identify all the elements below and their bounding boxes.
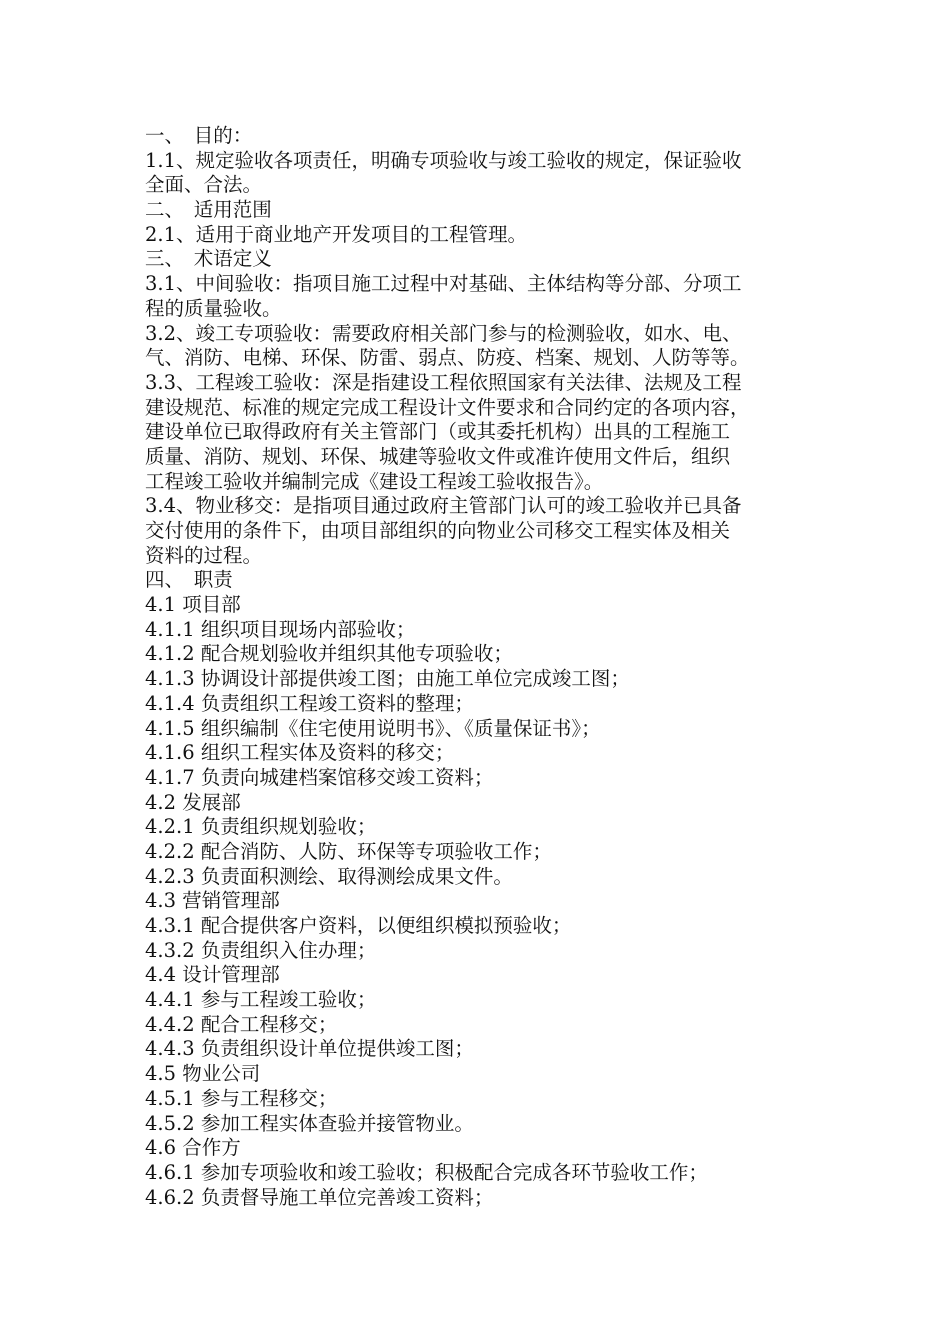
subheading-partners: 4.6 合作方 <box>145 1136 241 1160</box>
list-item: 4.1.1 组织项目现场内部验收； <box>145 617 416 641</box>
list-item: 4.4.1 参与工程竣工验收； <box>145 988 377 1012</box>
text-line: 2.1、适用于商业地产开发项目的工程管理。 <box>145 222 528 246</box>
list-item: 4.5.2 参加工程实体查验并接管物业。 <box>145 1111 474 1135</box>
list-item: 4.6.1 参加专项验收和竣工验收；积极配合完成各环节验收工作； <box>145 1160 708 1184</box>
text-line: 交付使用的条件下，由项目部组织的向物业公司移交工程实体及相关 <box>145 519 731 542</box>
list-item: 4.2.3 负责面积测绘、取得测绘成果文件。 <box>145 864 513 888</box>
text-line: 1.1、规定验收各项责任，明确专项验收与竣工验收的规定，保证验收 <box>145 148 742 172</box>
list-item: 4.2.1 负责组织规划验收； <box>145 815 377 839</box>
document-body <box>145 124 815 1210</box>
list-item: 4.1.5 组织编制《住宅使用说明书》、《质量保证书》； <box>145 716 601 740</box>
list-item: 4.5.1 参与工程移交； <box>145 1086 338 1110</box>
heading-terms: 三、 术语定义 <box>145 247 272 271</box>
subheading-property-company: 4.5 物业公司 <box>145 1062 261 1086</box>
subheading-development-dept: 4.2 发展部 <box>145 790 241 814</box>
list-item: 4.1.7 负责向城建档案馆移交竣工资料； <box>145 765 494 789</box>
heading-scope: 二、 适用范围 <box>145 198 272 222</box>
text-line: 3.1、中间验收：指项目施工过程中对基础、主体结构等分部、分项工 <box>145 272 742 296</box>
subheading-design-dept: 4.4 设计管理部 <box>145 963 280 987</box>
text-line: 建设单位已取得政府有关主管部门（或其委托机构）出具的工程施工 <box>145 420 731 444</box>
subheading-project-dept: 4.1 项目部 <box>145 593 241 617</box>
list-item: 4.3.2 负责组织入住办理； <box>145 938 377 962</box>
subheading-marketing-dept: 4.3 营销管理部 <box>145 889 280 913</box>
list-item: 4.3.1 配合提供客户资料，以便组织模拟预验收； <box>145 914 572 937</box>
text-line: 资料的过程。 <box>145 543 263 567</box>
list-item: 4.4.2 配合工程移交； <box>145 1012 338 1036</box>
text-line: 程的质量验收。 <box>145 296 282 320</box>
text-line: 3.3、工程竣工验收：深是指建设工程依照国家有关法律、法规及工程 <box>145 370 742 394</box>
list-item: 4.1.6 组织工程实体及资料的移交； <box>145 741 455 765</box>
list-item: 4.4.3 负责组织设计单位提供竣工图； <box>145 1037 474 1061</box>
heading-purpose: 一、 目的： <box>145 124 253 147</box>
text-line: 3.2、竣工专项验收：需要政府相关部门参与的检测验收，如水、电、 <box>145 321 742 345</box>
list-item: 4.1.2 配合规划验收并组织其他专项验收； <box>145 642 513 666</box>
heading-duties: 四、 职责 <box>145 568 233 592</box>
list-item: 4.6.2 负责督导施工单位完善竣工资料； <box>145 1185 494 1209</box>
list-item: 4.1.4 负责组织工程竣工资料的整理； <box>145 691 474 715</box>
text-line: 建设规范、标准的规定完成工程设计文件要求和合同约定的各项内容， <box>145 395 750 419</box>
text-line: 全面、合法。 <box>145 173 263 197</box>
text-line: 气、消防、电梯、环保、防雷、弱点、防疫、档案、规划、人防等等。 <box>145 346 750 370</box>
text-line: 质量、消防、规划、环保、城建等验收文件或准许使用文件后，组织 <box>145 444 731 468</box>
text-line: 工程竣工验收并编制完成《建设工程竣工验收报告》。 <box>145 469 604 493</box>
list-item: 4.1.3 协调设计部提供竣工图；由施工单位完成竣工图； <box>145 667 630 691</box>
text-line: 3.4、物业移交：是指项目通过政府主管部门认可的竣工验收并已具备 <box>145 494 742 518</box>
list-item: 4.2.2 配合消防、人防、环保等专项验收工作； <box>145 839 552 863</box>
